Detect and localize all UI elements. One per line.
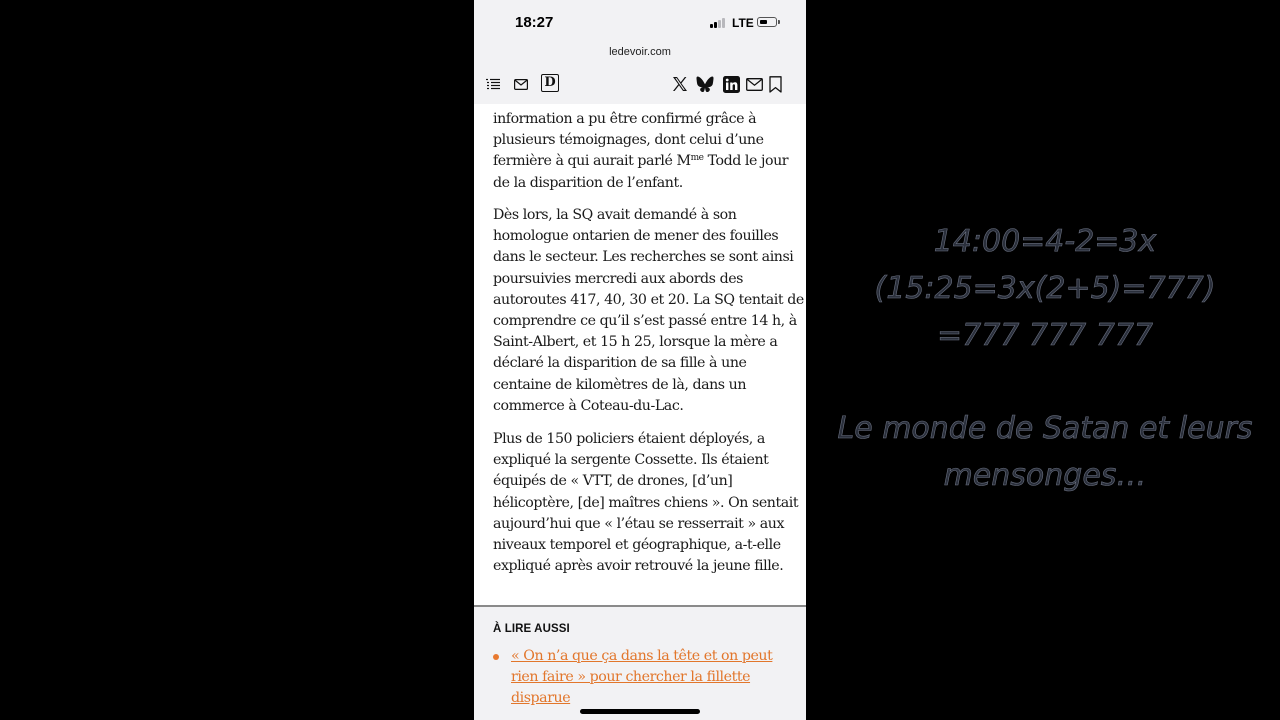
x-icon[interactable] — [671, 74, 689, 94]
related-articles — [474, 607, 806, 720]
overlay-caption-text: Le monde de Satan et leurs mensonges… — [837, 411, 1253, 493]
mail-icon[interactable] — [745, 74, 763, 94]
related-article-link[interactable]: « On n’a que ça dans la tête et on peut rien faire » pour chercher la fillette disparue — [511, 648, 773, 707]
phone-screen — [474, 0, 806, 720]
linkedin-icon[interactable] — [721, 74, 741, 94]
mail-icon[interactable] — [513, 74, 529, 94]
le-devoir-logo[interactable]: D — [541, 74, 559, 92]
status-bar — [474, 0, 806, 40]
bookmark-icon[interactable] — [767, 74, 783, 94]
list-icon[interactable] — [485, 74, 501, 94]
article-body — [474, 104, 806, 606]
article-paragraph: Plus de 150 policiers étaient déployés, a expliqué la sergente Cossette. Ils étaient équipés de « VTT, de drones, [d’un] hélicoptère, [de] maîtres chiens ». On sentait aujourd’hui que « l’étau se resserrait » aux niveaux temporel et géographique, a-t-elle expliqué après avoir retrouvé la jeune fille. — [493, 431, 799, 575]
battery-icon — [757, 17, 777, 27]
home-indicator[interactable] — [580, 709, 700, 714]
bullet-icon — [493, 654, 499, 660]
address-bar[interactable] — [474, 40, 806, 64]
overlay-math-text: 14:00=4-2=3x (15:25=3x(2+5)=777) =777 777 777 — [874, 224, 1216, 353]
article-paragraph: information a pu être confirmé grâce à plusieurs témoignages, dont celui d’une fermière à qui aurait parlé $M^{me}$ Todd le jour de la disparition de l’enfant. — [493, 111, 789, 191]
cellular-signal-icon — [710, 17, 728, 28]
network-type: LTE — [732, 16, 754, 30]
status-time: 18:27 — [515, 14, 554, 31]
related-title: À LIRE AUSSI — [493, 623, 570, 635]
article-toolbar — [474, 64, 806, 104]
bluesky-icon[interactable] — [695, 74, 715, 94]
url-text[interactable]: ledevoir.com — [609, 46, 671, 58]
article-paragraph: Dès lors, la SQ avait demandé à son homologue ontarien de mener des fouilles dans le secteur. Les recherches se sont ainsi poursuivies mercredi aux abords des autoroutes 417, 40, 30 et 20. La SQ tentait de comprendre ce qu’il s’est passé entre 14 h, à Saint-Albert, et 15 h 25, lorsque la mère a déclaré la disparition de sa fille à une centaine de kilomètres de là, dans un commerce à Coteau-du-Lac. — [493, 207, 804, 414]
